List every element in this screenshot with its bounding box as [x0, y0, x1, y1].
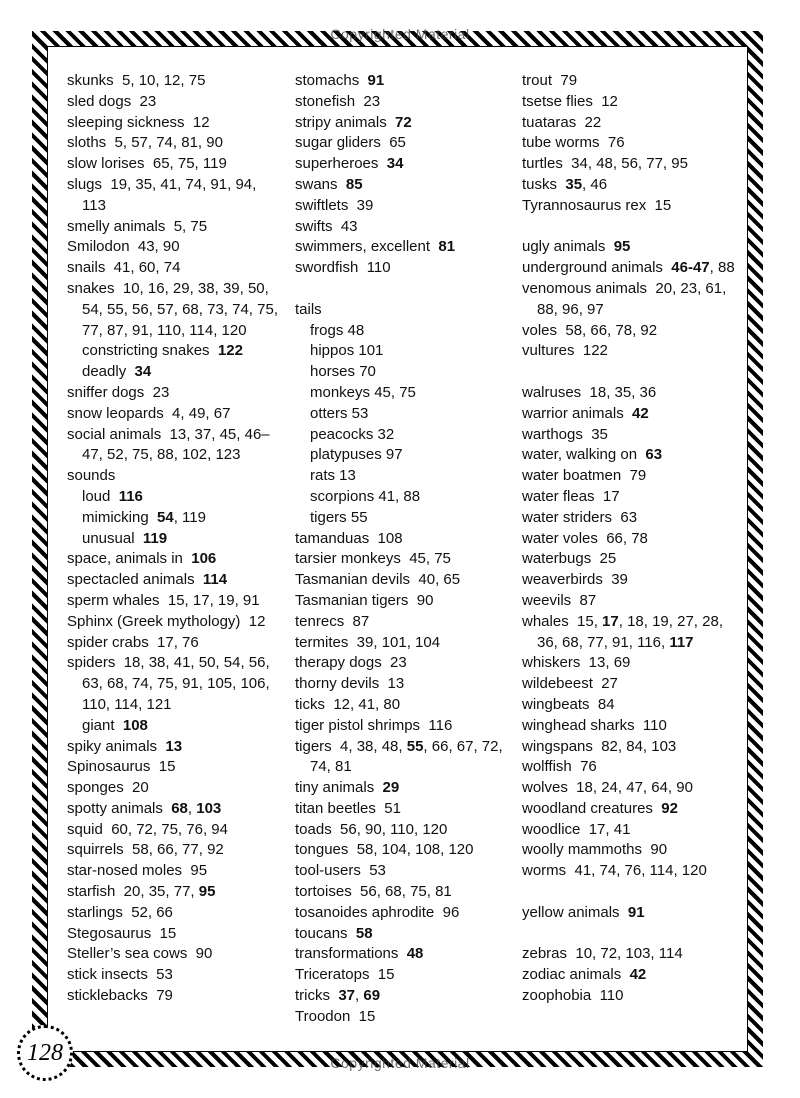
- index-entry: tiger pistol shrimps 116: [295, 716, 453, 734]
- index-entry: venomous animals 20, 23, 61, 88, 96, 97: [522, 279, 727, 318]
- index-subentry: deadly 34: [82, 363, 152, 381]
- index-entry: zodiac animals 42: [522, 966, 647, 984]
- index-entry: sled dogs 23: [67, 92, 157, 110]
- index-entry: woodlice 17, 41: [522, 820, 631, 838]
- index-column-2: [295, 71, 510, 1028]
- index-entry: worms 41, 74, 76, 114, 120: [522, 862, 707, 880]
- index-entry: zebras 10, 72, 103, 114: [522, 945, 683, 963]
- index-entry: wolves 18, 24, 47, 64, 90: [522, 779, 693, 797]
- index-column-3: [522, 71, 747, 1007]
- index-entry: whiskers 13, 69: [522, 654, 631, 672]
- index-subentry: constricting snakes 122: [82, 342, 243, 360]
- index-subentry: monkeys 45, 75: [310, 383, 416, 401]
- page-number: 128: [27, 1040, 63, 1066]
- index-entry: smelly animals 5, 75: [67, 217, 208, 235]
- index-entry: water boatmen 79: [522, 467, 647, 485]
- index-entry: wingbeats 84: [522, 695, 615, 713]
- index-entry: swans 85: [295, 175, 363, 193]
- index-entry: sponges 20: [67, 779, 149, 797]
- index-entry: spectacled animals 114: [67, 571, 228, 589]
- index-entry: starfish 20, 35, 77, 95: [67, 883, 216, 901]
- index-entry: tricks 37, 69: [295, 987, 381, 1005]
- index-entry: skunks 5, 10, 12, 75: [67, 72, 206, 89]
- index-entry: tails: [295, 300, 322, 318]
- index-entry: whales 15, 17, 18, 19, 27, 28, 36, 68, 77, 91, 116, 117: [522, 612, 723, 651]
- index-entry: tool-users 53: [295, 862, 386, 880]
- index-entry: water voles 66, 78: [522, 529, 648, 547]
- index-entry: water fleas 17: [522, 487, 620, 505]
- index-entry: swordfish 110: [295, 259, 391, 277]
- index-subentry: unusual 119: [82, 529, 168, 547]
- index-gap: [522, 362, 747, 383]
- index-subentry: peacocks 32: [310, 425, 395, 443]
- index-entry: sleeping sickness 12: [67, 113, 210, 131]
- index-entry: Steller’s sea cows 90: [67, 945, 213, 963]
- index-entry: Tasmanian tigers 90: [295, 591, 434, 609]
- index-gap: [295, 279, 510, 300]
- index-entry: weaverbirds 39: [522, 571, 628, 589]
- index-entry: superheroes 34: [295, 155, 404, 173]
- index-entry: water striders 63: [522, 508, 638, 526]
- index-entry: squid 60, 72, 75, 76, 94: [67, 820, 228, 838]
- index-entry: tube worms 76: [522, 134, 625, 152]
- index-entry: squirrels 58, 66, 77, 92: [67, 841, 224, 859]
- index-entry: tosanoides aphrodite 96: [295, 903, 460, 921]
- index-entry: tigers 4, 38, 48, 55, 66, 67, 72, 74, 81: [295, 737, 503, 776]
- index-entry: tortoises 56, 68, 75, 81: [295, 883, 452, 901]
- index-entry: winghead sharks 110: [522, 716, 667, 734]
- index-subentry: loud 116: [82, 487, 143, 505]
- index-entry: ugly animals 95: [522, 238, 631, 256]
- index-entry: underground animals 46-47, 88: [522, 259, 735, 277]
- index-entry: voles 58, 66, 78, 92: [522, 321, 658, 339]
- index-subentry: frogs 48: [310, 321, 365, 339]
- index-entry: tiny animals 29: [295, 779, 400, 797]
- watermark-top: Copyrighted Material: [330, 26, 470, 42]
- index-entry: Triceratops 15: [295, 966, 395, 984]
- index-entry: toucans 58: [295, 924, 373, 942]
- index-entry: tusks 35, 46: [522, 175, 608, 193]
- index-entry: swimmers, excellent 81: [295, 238, 456, 256]
- index-entry: spiky animals 13: [67, 737, 183, 755]
- index-entry: termites 39, 101, 104: [295, 633, 441, 651]
- index-entry: social animals 13, 37, 45, 46–47, 52, 75, 88, 102, 123: [67, 425, 270, 464]
- index-entry: swifts 43: [295, 217, 358, 235]
- index-entry: spotty animals 68, 103: [67, 799, 222, 817]
- index-subentry: mimicking 54, 119: [82, 508, 206, 526]
- index-entry: spiders 18, 38, 41, 50, 54, 56, 63, 68, 74, 75, 91, 105, 106, 110, 114, 121: [67, 654, 270, 713]
- index-entry: tuataras 22: [522, 113, 602, 131]
- index-entry: wolffish 76: [522, 758, 597, 776]
- index-entry: water, walking on 63: [522, 446, 663, 464]
- index-column-1: [67, 71, 282, 1007]
- index-entry: waterbugs 25: [522, 550, 617, 568]
- index-entry: yellow animals 91: [522, 903, 645, 921]
- index-entry: snakes 10, 16, 29, 38, 39, 50, 54, 55, 56, 57, 68, 73, 74, 75, 77, 87, 91, 110, 114, 120: [67, 279, 278, 339]
- index-entry: snails 41, 60, 74: [67, 259, 181, 277]
- index-subentry: platypuses 97: [310, 446, 403, 464]
- index-entry: thorny devils 13: [295, 675, 405, 693]
- index-entry: woodland creatures 92: [522, 799, 678, 817]
- index-entry: sniffer dogs 23: [67, 383, 170, 401]
- index-entry: warthogs 35: [522, 425, 608, 443]
- index-entry: sperm whales 15, 17, 19, 91: [67, 591, 260, 609]
- page-number-badge: [17, 1025, 73, 1081]
- index-entry: spider crabs 17, 76: [67, 633, 199, 651]
- index-subentry: giant 108: [82, 716, 148, 734]
- index-gap: [522, 882, 747, 903]
- index-entry: ticks 12, 41, 80: [295, 695, 401, 713]
- index-entry: Tasmanian devils 40, 65: [295, 571, 461, 589]
- index-entry: warrior animals 42: [522, 404, 649, 422]
- watermark-bottom: Copyrighted Material: [330, 1055, 470, 1071]
- index-entry: Troodon 15: [295, 1007, 376, 1025]
- index-entry: snow leopards 4, 49, 67: [67, 404, 231, 422]
- index-entry: Sphinx (Greek mythology) 12: [67, 612, 266, 630]
- index-entry: swiftlets 39: [295, 196, 374, 214]
- index-entry: weevils 87: [522, 591, 597, 609]
- index-entry: slow lorises 65, 75, 119: [67, 155, 227, 173]
- index-subentry: hippos 101: [310, 342, 384, 360]
- index-entry: slugs 19, 35, 41, 74, 91, 94, 113: [67, 175, 257, 214]
- index-entry: wildebeest 27: [522, 675, 618, 693]
- index-entry: space, animals in 106: [67, 550, 217, 568]
- index-entry: Spinosaurus 15: [67, 758, 176, 776]
- index-entry: vultures 122: [522, 342, 608, 360]
- index-entry: titan beetles 51: [295, 799, 401, 817]
- index-entry: stonefish 23: [295, 92, 381, 110]
- index-entry: Stegosaurus 15: [67, 924, 177, 942]
- index-entry: transformations 48: [295, 945, 424, 963]
- index-entry: tenrecs 87: [295, 612, 370, 630]
- index-entry: sticklebacks 79: [67, 987, 173, 1005]
- index-entry: Tyrannosaurus rex 15: [522, 196, 672, 214]
- index-entry: tarsier monkeys 45, 75: [295, 550, 451, 568]
- index-subentry: scorpions 41, 88: [310, 487, 421, 505]
- index-entry: walruses 18, 35, 36: [522, 383, 657, 401]
- index-entry: therapy dogs 23: [295, 654, 407, 672]
- index-entry: tamanduas 108: [295, 529, 403, 547]
- index-entry: starlings 52, 66: [67, 903, 173, 921]
- index-subentry: horses 70: [310, 363, 376, 381]
- index-entry: sloths 5, 57, 74, 81, 90: [67, 134, 223, 152]
- index-entry: tongues 58, 104, 108, 120: [295, 841, 474, 859]
- index-entry: Smilodon 43, 90: [67, 238, 180, 256]
- index-entry: toads 56, 90, 110, 120: [295, 820, 448, 838]
- index-subentry: otters 53: [310, 404, 369, 422]
- index-entry: trout 79: [522, 72, 578, 89]
- index-entry: stick insects 53: [67, 966, 173, 984]
- index-entry: turtles 34, 48, 56, 77, 95: [522, 155, 688, 173]
- index-entry: stomachs 91: [295, 72, 385, 89]
- index-gap: [522, 217, 747, 238]
- index-subentry: rats 13: [310, 467, 356, 485]
- index-entry: stripy animals 72: [295, 113, 412, 131]
- index-entry: sugar gliders 65: [295, 134, 406, 152]
- index-entry: zoophobia 110: [522, 987, 624, 1005]
- index-entry: wingspans 82, 84, 103: [522, 737, 677, 755]
- index-entry: tsetse flies 12: [522, 92, 618, 110]
- index-gap: [522, 924, 747, 945]
- index-entry: sounds: [67, 467, 116, 485]
- index-entry: star-nosed moles 95: [67, 862, 208, 880]
- index-entry: woolly mammoths 90: [522, 841, 668, 859]
- index-subentry: tigers 55: [310, 508, 368, 526]
